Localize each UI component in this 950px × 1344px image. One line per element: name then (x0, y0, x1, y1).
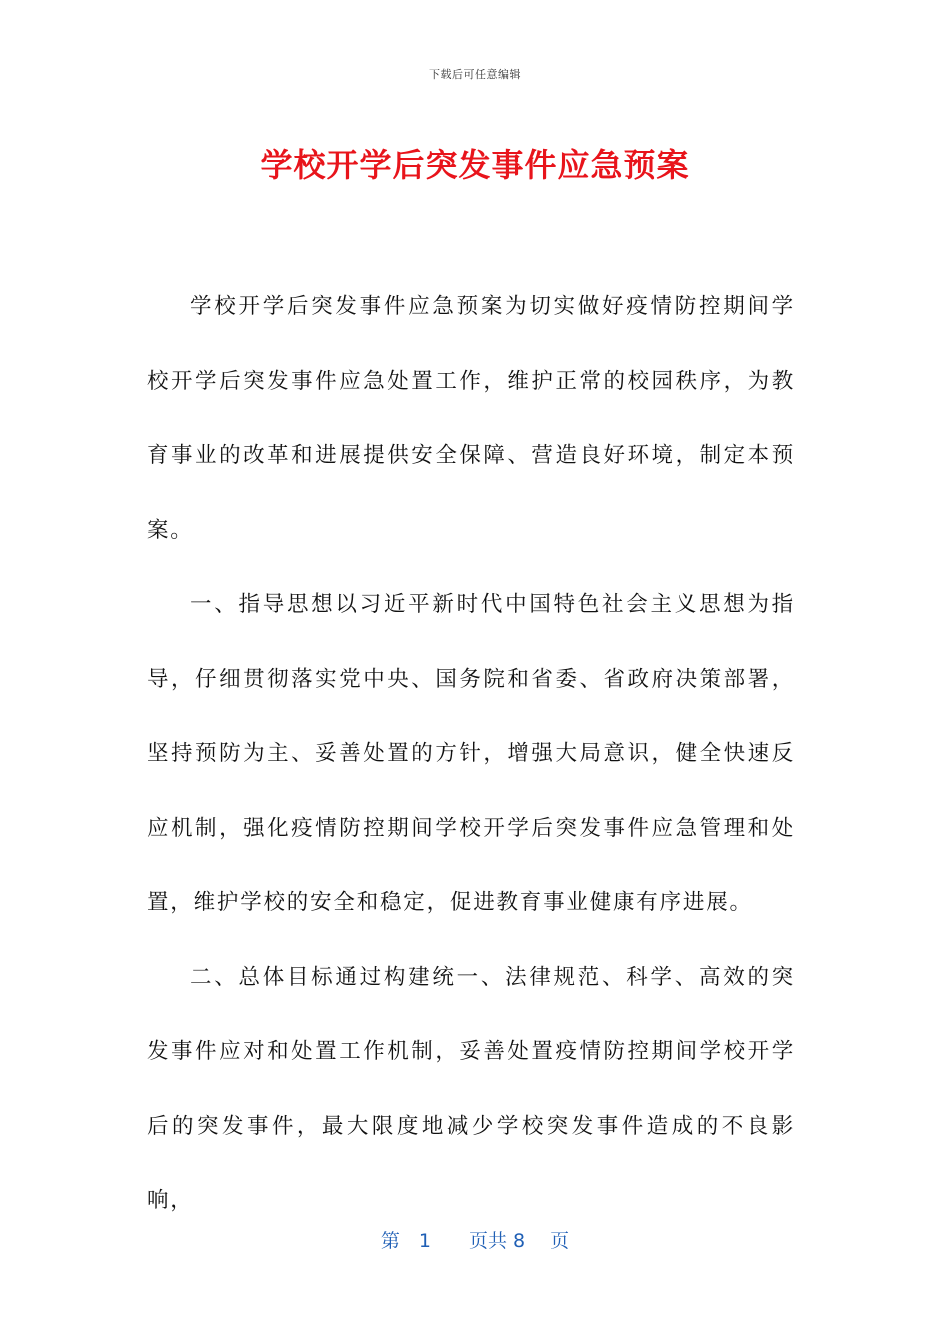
page-number-footer: 第 1 页共 8 页 (380, 1230, 570, 1252)
paragraph-intro: 学校开学后突发事件应急预案为切实做好疫情防控期间学校开学后突发事件应急处置工作，维护正常的校园秩序，为教育事业的改革和进展提供安全保障、营造良好环境，制定本预案。 (147, 294, 795, 543)
paragraph-overall-goal: 二、总体目标通过构建统一、法律规范、科学、高效的突发事件应对和处置工作机制，妥善处置疫情防控期间学校开学后的突发事件，最大限度地减少学校突发事件造成的不良影响， (147, 964, 795, 1213)
document-title: 学校开学后突发事件应急预案 (260, 146, 690, 184)
paragraph-guiding-ideology: 一、指导思想以习近平新时代中国特色社会主义思想为指导，仔细贯彻落实党中央、国务院和省委、省政府决策部署，坚持预防为主、妥善处置的方针，增强大局意识，健全快速反应机制，强化疫情防控期间学校开学后突发事件应急管理和处置，维护学校的安全和稳定，促进教育事业健康有序进展。 (147, 592, 795, 915)
header-note: 下载后可任意编辑 (429, 68, 521, 81)
document-body (147, 270, 795, 1239)
